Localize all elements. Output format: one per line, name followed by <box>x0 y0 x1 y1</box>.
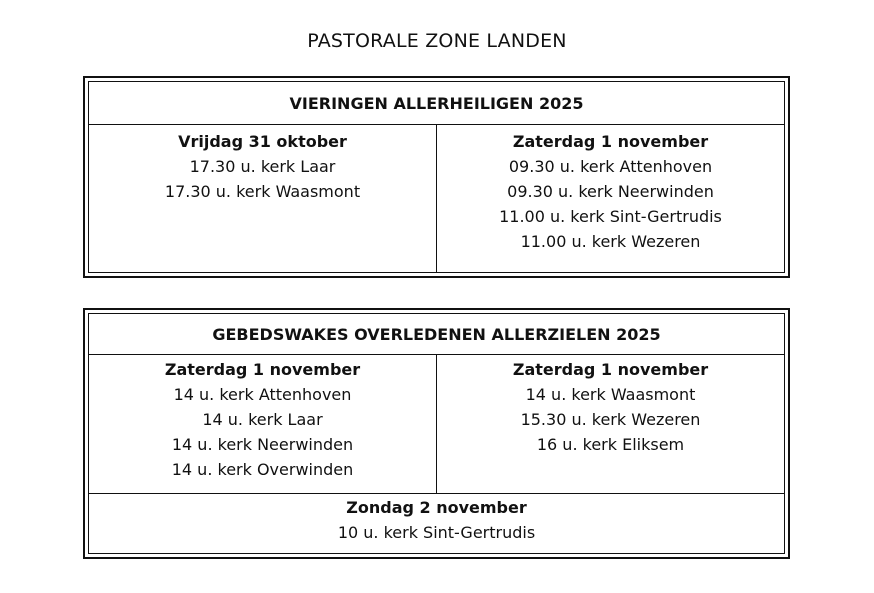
list-item: 17.30 u. kerk Laar <box>189 157 336 176</box>
gebedswakes-right-column <box>436 355 784 493</box>
list-item: 14 u. kerk Neerwinden <box>171 435 354 454</box>
day-heading: Zaterdag 1 november <box>512 360 709 379</box>
vieringen-heading: VIERINGEN ALLERHEILIGEN 2025 <box>89 82 784 125</box>
list-item: 10 u. kerk Sint-Gertrudis <box>337 523 536 542</box>
gebedswakes-left-column <box>89 355 436 493</box>
list-item: 17.30 u. kerk Waasmont <box>164 182 361 201</box>
vieringen-table <box>83 76 790 278</box>
day-heading: Zaterdag 1 november <box>164 360 361 379</box>
gebedswakes-table <box>83 308 790 559</box>
page-title: PASTORALE ZONE LANDEN <box>307 30 567 52</box>
list-item: 16 u. kerk Eliksem <box>536 435 685 454</box>
day-heading: Zaterdag 1 november <box>512 132 709 151</box>
list-item: 11.00 u. kerk Sint-Gertrudis <box>499 207 722 226</box>
list-item: 14 u. kerk Overwinden <box>171 460 354 479</box>
vieringen-left-column <box>89 125 436 272</box>
day-heading: Zondag 2 november <box>346 498 527 517</box>
list-item: 09.30 u. kerk Attenhoven <box>508 157 713 176</box>
list-item: 11.00 u. kerk Wezeren <box>520 232 701 251</box>
list-item: 15.30 u. kerk Wezeren <box>520 410 701 429</box>
list-item: 14 u. kerk Laar <box>202 410 323 429</box>
vieringen-right-column <box>436 125 784 272</box>
list-item: 14 u. kerk Waasmont <box>525 385 696 404</box>
list-item: 14 u. kerk Attenhoven <box>173 385 352 404</box>
day-heading: Vrijdag 31 oktober <box>178 132 347 151</box>
list-item: 09.30 u. kerk Neerwinden <box>507 182 714 201</box>
gebedswakes-heading: GEBEDSWAKES OVERLEDENEN ALLERZIELEN 2025 <box>89 314 784 355</box>
gebedswakes-bottom-row <box>89 494 784 553</box>
